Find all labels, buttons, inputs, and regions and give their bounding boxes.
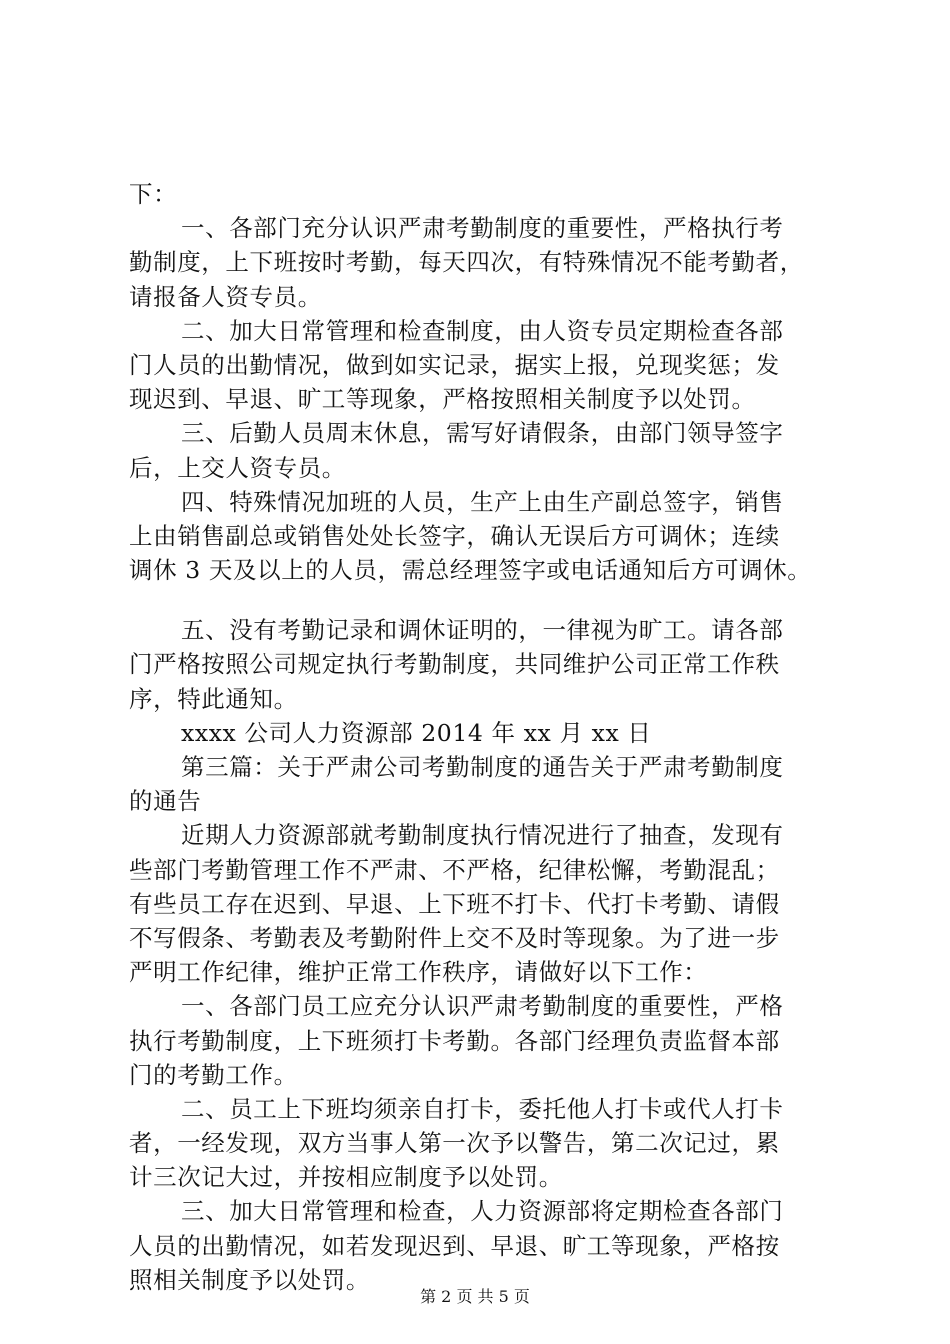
- paragraph-start: 近期人力资源部就考勤制度执行情况进行了抽查，发现有: [181, 821, 784, 850]
- paragraph-start: 一、各部门充分认识严肃考勤制度的重要性，严格执行考: [181, 214, 784, 243]
- text-line: 不写假条、考勤表及考勤附件上交不及时等现象。为了进一步: [129, 923, 780, 952]
- paragraph-start: 二、加大日常管理和检查制度，由人资专员定期检查各部: [181, 316, 784, 345]
- text-line: 照相关制度予以处罚。: [129, 1265, 370, 1294]
- signature-line: xxxx 公司人力资源部 2014 年 xx 月 xx 日: [181, 718, 652, 747]
- text-line: 后，上交人资专员。: [129, 453, 346, 482]
- text-line: 序，特此通知。: [129, 684, 298, 713]
- paragraph-start: 二、员工上下班均须亲自打卡，委托他人打卡或代人打卡: [181, 1094, 784, 1123]
- paragraph-start: 四、特殊情况加班的人员，生产上由生产副总签字，销售: [181, 487, 784, 516]
- text-line: 上由销售副总或销售处处长签字，确认无误后方可调休；连续: [129, 521, 780, 550]
- text-line: 请报备人资专员。: [129, 282, 322, 311]
- text-line: 勤制度，上下班按时考勤，每天四次，有特殊情况不能考勤者，: [129, 248, 804, 277]
- text-line: 有些员工存在迟到、早退、上下班不打卡、代打卡考勤、请假: [129, 889, 780, 918]
- text-line: 门人员的出勤情况，做到如实记录，据实上报，兑现奖惩；发: [129, 350, 780, 379]
- paragraph-start: 三、后勤人员周末休息，需写好请假条，由部门领导签字: [181, 419, 784, 448]
- document-body: [129, 177, 841, 1297]
- section-heading-cont: 的通告: [129, 787, 202, 816]
- text-line: 者，一经发现，双方当事人第一次予以警告，第二次记过，累: [129, 1129, 780, 1158]
- text-line: 执行考勤制度，上下班须打卡考勤。各部门经理负责监督本部: [129, 1026, 780, 1055]
- text-line: 下：: [129, 180, 178, 208]
- text-line: 计三次记大过，并按相应制度予以处罚。: [129, 1163, 563, 1192]
- text-line: 些部门考勤管理工作不严肃、不严格，纪律松懈，考勤混乱；: [129, 855, 780, 884]
- text-line: 门的考勤工作。: [129, 1060, 298, 1089]
- text-line: 调休 3 天及以上的人员，需总经理签字或电话通知后方可调休。: [129, 556, 812, 585]
- paragraph-start: 三、加大日常管理和检查，人力资源部将定期检查各部门: [181, 1197, 784, 1226]
- section-heading: 第三篇：关于严肃公司考勤制度的通告关于严肃考勤制度: [181, 753, 784, 781]
- text-line: 门严格按照公司规定执行考勤制度，共同维护公司正常工作秩: [129, 650, 780, 679]
- page-number-footer: 第 2 页 共 5 页: [420, 1287, 530, 1306]
- text-line: 现迟到、早退、旷工等现象，严格按照相关制度予以处罚。: [129, 385, 756, 414]
- text-line: 人员的出勤情况，如若发现迟到、早退、旷工等现象，严格按: [129, 1231, 780, 1260]
- paragraph-gap: [129, 587, 841, 613]
- paragraph-start: 五、没有考勤记录和调休证明的，一律视为旷工。请各部: [181, 616, 784, 645]
- text-line: 严明工作纪律，维护正常工作秩序，请做好以下工作：: [129, 958, 708, 987]
- paragraph-start: 一、各部门员工应充分认识严肃考勤制度的重要性，严格: [181, 992, 784, 1021]
